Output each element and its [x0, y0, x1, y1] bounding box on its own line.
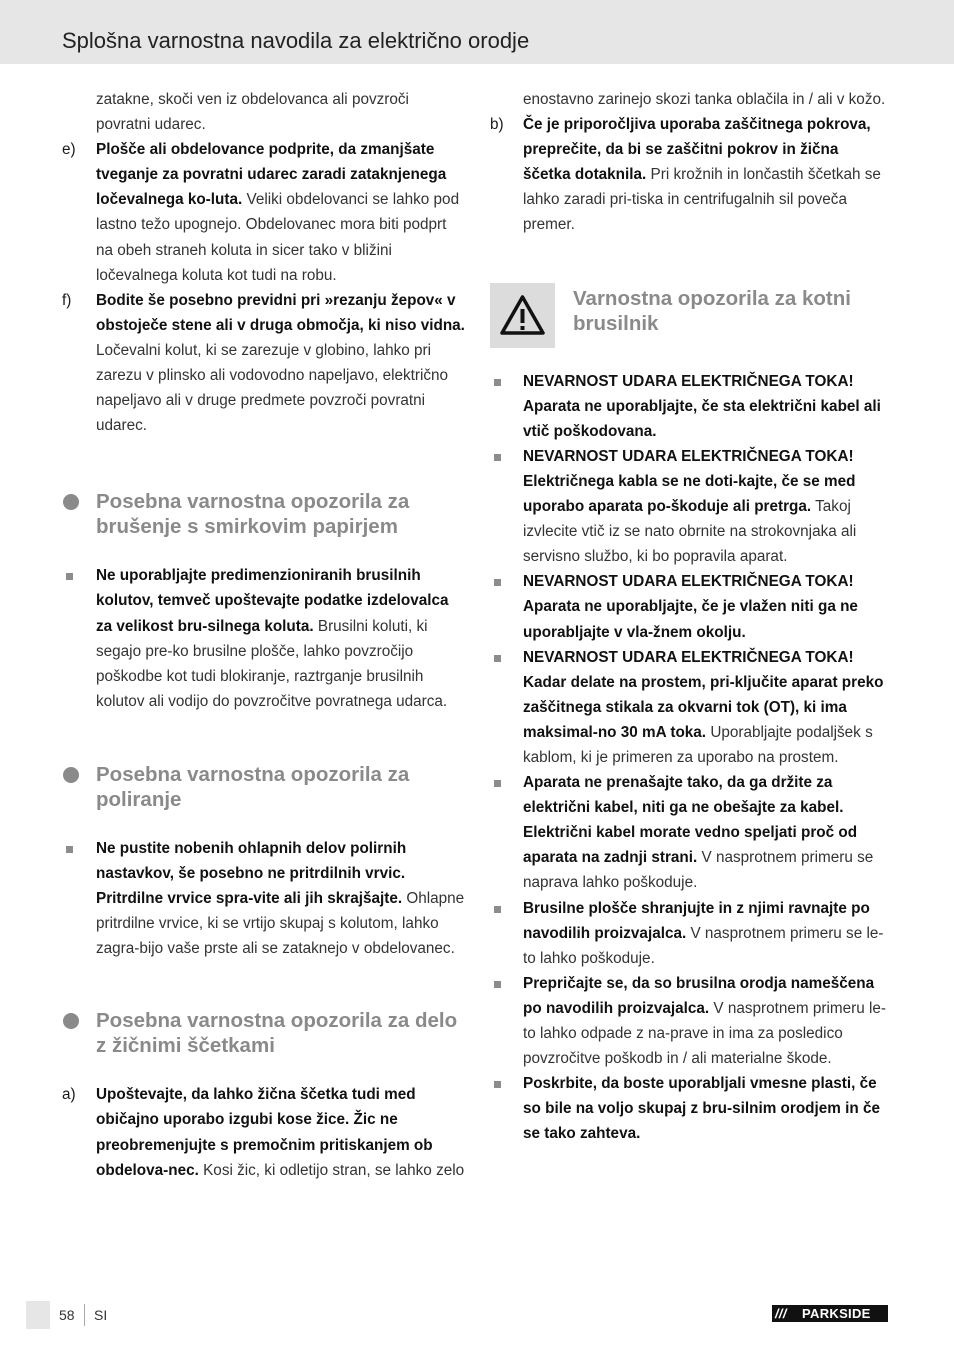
section-title: Posebna varnostna opozorila za poliranje	[96, 762, 410, 811]
section-heading-sanding	[62, 489, 466, 539]
brand-logo	[772, 1305, 888, 1322]
list-item	[490, 444, 890, 569]
item-bold-text: Če je priporočljiva uporaba zaščitnega pokrova, preprečite, da bi se zaščitni pokrov in žična ščetka dotaknila.	[523, 116, 871, 184]
item-text: Ohlapne pritrdilne vrvice, ki se vrtijo skupaj s kolutom, lahko zagra-bijo vaše prste ali se zataknejo v obdelovanec.	[96, 890, 465, 958]
square-bullet-icon	[66, 573, 73, 580]
footer-divider	[84, 1304, 85, 1326]
square-bullet-icon	[494, 906, 501, 913]
page-header	[0, 0, 954, 64]
square-bullet-icon	[494, 579, 501, 586]
warning-triangle-icon	[490, 283, 555, 348]
item-marker: f)	[62, 291, 72, 309]
item-text: Ločevalni kolut, ki se zarezuje v globino, lahko pri zarezu v plinsko ali vodovodno napeljavo, električno napeljavo ali v druge predmete povzroči povratni udarec.	[96, 341, 449, 435]
angle-grinder-list	[490, 369, 890, 1147]
item-marker: b)	[490, 116, 504, 134]
page-title: Splošna varnostna navodila za električno orodje	[62, 28, 530, 53]
footer-page-tab	[26, 1301, 50, 1329]
square-bullet-icon	[494, 981, 501, 988]
warning-title: Varnostna opozorila za kotni brusilnik	[573, 286, 851, 335]
left-column	[62, 87, 466, 1183]
item-bold-text: Ne pustite nobenih ohlapnih delov polirnih nastavkov, še posebno ne pritrdilnih vrvic. Pritrdilne vrvice spra-vite ali jih skrajšajte.	[96, 839, 407, 908]
item-bold-text: NEVARNOST UDARA ELEKTRIČNEGA TOKA! Aparata ne uporabljajte, če je vlažen niti ga ne uporabljajte v vla-žnem okolju.	[523, 573, 858, 641]
item-bold-text: NEVARNOST UDARA ELEKTRIČNEGA TOKA! Električnega kabla se ne doti-kajte, če se med uporabo aparata po-škoduje ali pretrga.	[523, 447, 856, 516]
item-bold-text: Brusilne plošče shranjujte in z njimi ravnajte po navodilih proizvajalca.	[523, 899, 870, 942]
continued-paragraph: enostavno zarinejo skozi tanka oblačila in / ali v kožo.	[523, 91, 886, 108]
square-bullet-icon	[494, 655, 501, 662]
item-bold-text: Upoštevajte, da lahko žična ščetka tudi med običajno uporabo izgubi kose žice. Žic ne preobremenjujte s premočnim pritiskanjem ob obdelova-nec.	[96, 1086, 433, 1179]
circle-bullet-icon	[63, 767, 79, 783]
list-item-a	[62, 1082, 466, 1182]
list-item	[490, 770, 890, 895]
item-marker: e)	[62, 141, 76, 159]
item-text: Kosi žic, ki odletijo stran, se lahko zelo	[203, 1161, 465, 1179]
item-marker: a)	[62, 1086, 76, 1104]
list-item-f	[62, 288, 466, 439]
item-bold-text: Aparata ne prenašajte tako, da ga držite za električni kabel, niti ga ne obešajte za kabel. Električni kabel morate vedno speljati proč od aparata na zadnji strani.	[523, 774, 858, 867]
item-bold-text: NEVARNOST UDARA ELEKTRIČNEGA TOKA! Kadar delate na prostem, pri-ključite aparat preko zaščitnega stikala za okvarni tok (OT), ki ima maksimal-no 30 mA toka.	[523, 648, 884, 741]
list-item	[490, 1071, 890, 1146]
list-item	[490, 896, 890, 971]
item-text: V nasprotnem primeru se naprava lahko poškoduje.	[523, 849, 874, 892]
section-title: Posebna varnostna opozorila za delo z žičnimi ščetkami	[96, 1009, 458, 1058]
item-text: Takoj izvlecite vtič iz se nato obrnite na strokovnjaka ali servisno službo, ki bo popravila aparat.	[523, 498, 857, 566]
item-bold-text: Plošče ali obdelovance podprite, da zmanjšate tveganje za povratni udarec zaradi zataknjenega ločevalnega ko-luta.	[96, 141, 447, 209]
item-text: Pri krožnih in lončastih ščetkah se lahko zaradi pri-tiska in centrifugalnih sil poveča premer.	[523, 166, 881, 234]
section-title: Posebna varnostna opozorila za brušenje s smirkovim papirjem	[96, 490, 410, 539]
page-number: 58	[59, 1307, 75, 1323]
list-item	[62, 836, 466, 961]
item-bold-text: Bodite še posebno previdni pri »rezanju žepov« v obstoječe stene ali v druga območja, ki niso vidna.	[96, 291, 465, 334]
circle-bullet-icon	[63, 494, 79, 510]
section-heading-wire-brushes	[62, 1008, 466, 1058]
list-item	[490, 569, 890, 644]
item-text: V nasprotnem primeru le-to lahko odpade z na-prave in ima za posledico povzročitve poškodb in / ali materialne škode.	[523, 999, 886, 1068]
warning-icon-box	[490, 283, 555, 348]
right-column	[490, 87, 890, 1146]
item-text: Brusilni koluti, ki segajo pre-ko brusilne plošče, lahko povzročijo poškodbe kot tudi blokiranje, raztrganje brusilnih kolutov ali vodijo do povzročitve povratnega udarca.	[96, 617, 448, 710]
list-item-e	[62, 137, 466, 288]
section-heading-polishing	[62, 762, 466, 812]
list-item	[490, 369, 890, 444]
square-bullet-icon	[494, 780, 501, 787]
language-code: SI	[94, 1307, 108, 1323]
item-bold-text: Prepričajte se, da so brusilna orodja nameščena po navodilih proizvajalca.	[523, 974, 875, 1017]
item-text: Veliki obdelovanci se lahko pod lastno težo upognejo. Obdelovanec mora biti podprt na obeh straneh koluta in sicer tako v bližini ločevalnega koluta kot tudi na robu.	[96, 191, 460, 284]
item-bold-text: NEVARNOST UDARA ELEKTRIČNEGA TOKA! Aparata ne uporabljajte, če sta električni kabel ali vtič poškodovana.	[523, 372, 881, 440]
circle-bullet-icon	[63, 1013, 79, 1029]
item-text: Uporabljajte podaljšek s kablom, ki je primeren za uporabo na prostem.	[523, 723, 873, 766]
brand-stripes: ///	[775, 1306, 787, 1321]
list-item	[490, 971, 890, 1071]
item-bold-text: Poskrbite, da boste uporabljali vmesne plasti, če so bile na voljo skupaj z bru-silnim orodjem in če se tako zahteva.	[523, 1075, 880, 1143]
list-item	[62, 563, 466, 714]
list-item-b	[490, 112, 890, 237]
item-text: V nasprotnem primeru se le-to lahko poškoduje.	[523, 924, 884, 967]
square-bullet-icon	[494, 1081, 501, 1088]
item-bold-text: Ne uporabljajte predimenzioniranih brusilnih kolutov, temveč upoštevajte podatke izdelovalca za velikost bru-silnega koluta.	[96, 567, 449, 635]
warning-heading	[490, 283, 890, 349]
list-item	[490, 645, 890, 770]
square-bullet-icon	[66, 846, 73, 853]
square-bullet-icon	[494, 379, 501, 386]
square-bullet-icon	[494, 454, 501, 461]
brand-name: PARKSIDE	[802, 1306, 871, 1321]
continued-paragraph: zatakne, skoči ven iz obdelovanca ali povzroči povratni udarec.	[96, 91, 409, 134]
